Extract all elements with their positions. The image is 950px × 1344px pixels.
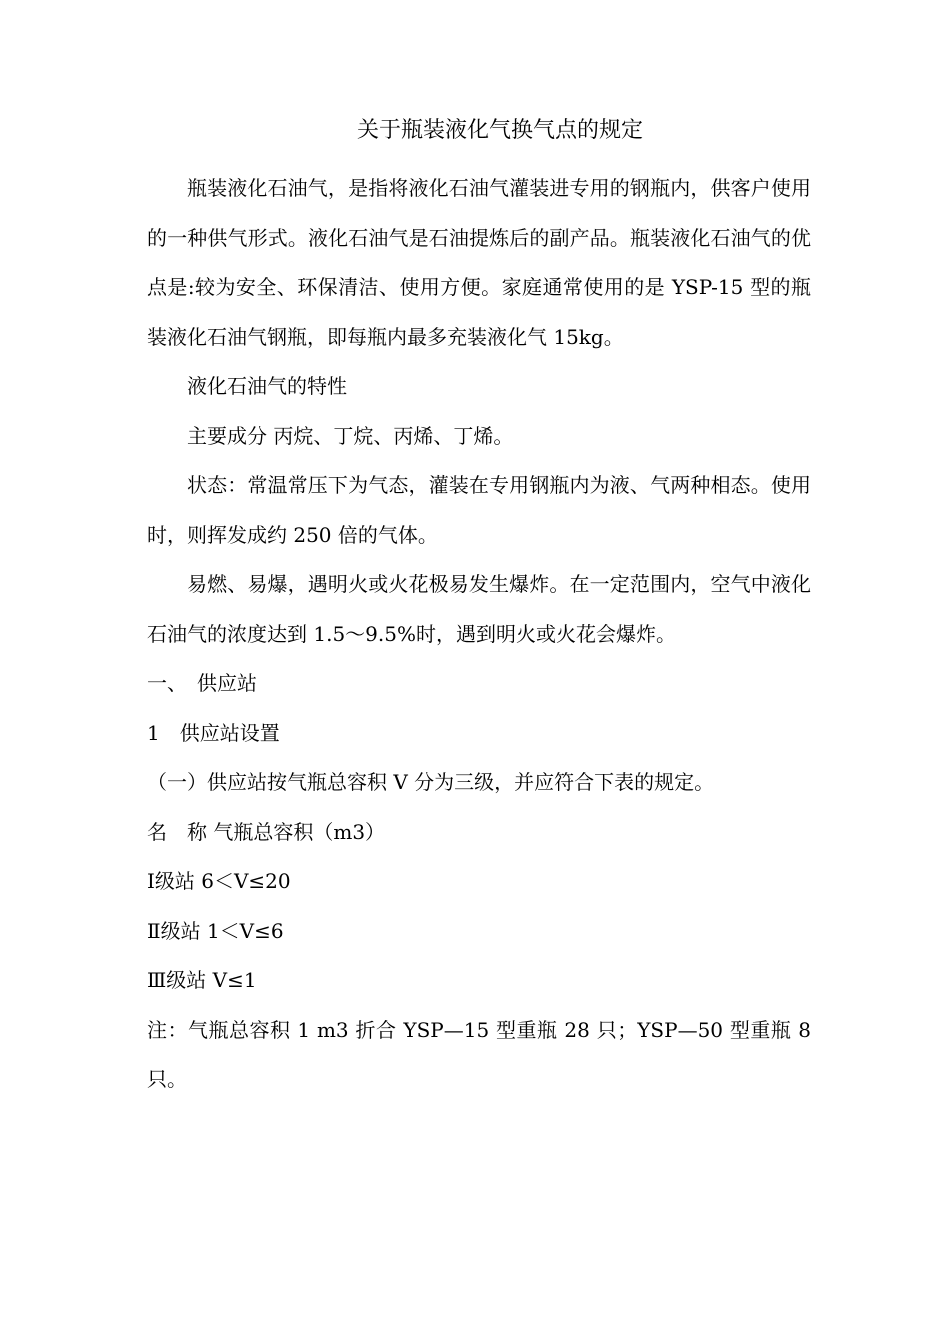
state-paragraph: 状态：常温常压下为气态，灌装在专用钢瓶内为液、气两种相态。使用时，则挥发成约 250 倍的气体。	[147, 473, 811, 547]
table-row: Ⅰ级站 6＜V≤20	[147, 869, 291, 893]
table-row: Ⅲ级站 V≤1	[147, 968, 257, 992]
subsection-heading: 1 供应站设置	[147, 720, 280, 745]
intro-paragraph: 瓶装液化石油气，是指将液化石油气灌装进专用的钢瓶内，供客户使用的一种供气形式。液化石油气是石油提炼后的副产品。瓶装液化石油气的优点是:较为安全、环保清洁、使用方便。家庭通常使用的是 YSP-15 型的瓶装液化石油气钢瓶，即每瓶内最多充装液化气 15kg。	[147, 176, 811, 349]
properties-heading: 液化石油气的特性	[187, 374, 347, 398]
section-heading: 一、 供应站	[147, 671, 257, 695]
document-title: 关于瓶装液化气换气点的规定	[356, 118, 643, 143]
classification-clause: （一）供应站按气瓶总容积 V 分为三级，并应符合下表的规定。	[147, 770, 715, 794]
flammability-paragraph: 易燃、易爆，遇明火或火花极易发生爆炸。在一定范围内，空气中液化石油气的浓度达到 1.5～9.5%时，遇到明火或火花会爆炸。	[147, 572, 811, 646]
document-body	[147, 164, 811, 1105]
composition-paragraph: 主要成分 丙烷、丁烷、丙烯、丁烯。	[187, 423, 514, 448]
table-header: 名 称 气瓶总容积（m3）	[147, 819, 386, 844]
table-row: Ⅱ级站 1＜V≤6	[147, 918, 284, 943]
station-grade-table	[147, 808, 811, 1006]
table-note: 注：气瓶总容积 1 m3 折合 YSP—15 型重瓶 28 只；YSP—50 型重瓶 8 只。	[147, 1017, 811, 1091]
